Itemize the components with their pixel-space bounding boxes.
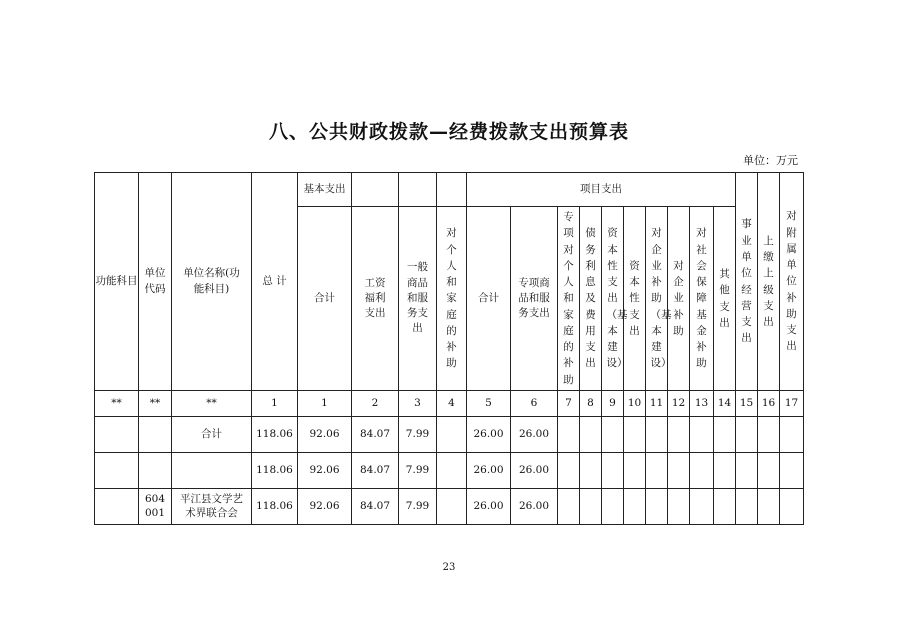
col-affiliated: 对附属单位补助支出	[780, 173, 804, 391]
cell-empty	[780, 453, 804, 489]
index-cell: 3	[399, 391, 437, 417]
cell-goods: 7.99	[399, 489, 437, 525]
col-func-subject: 功能科目	[95, 173, 139, 391]
cell-empty	[758, 489, 780, 525]
index-cell: 11	[646, 391, 668, 417]
cell-code	[139, 453, 172, 489]
cell-wage: 84.07	[352, 453, 399, 489]
col-unit-name: 单位名称(功能科目)	[172, 173, 252, 391]
cell-empty	[624, 489, 646, 525]
col-proj-debt: 债务利息及费用支出	[580, 207, 602, 391]
cell-personal	[437, 489, 467, 525]
col-basic-personal: 对个人和家庭的补助	[437, 207, 467, 391]
cell-empty	[646, 453, 668, 489]
cell-personal	[437, 453, 467, 489]
table-row	[95, 453, 804, 489]
col-upper: 上缴上级支出	[758, 173, 780, 391]
col-proj-goods: 专项商品和服务支出	[511, 207, 558, 391]
cell-empty	[736, 417, 758, 453]
cell-empty	[714, 417, 736, 453]
cell-empty	[580, 453, 602, 489]
index-cell: 13	[690, 391, 714, 417]
cell-empty	[558, 453, 580, 489]
cell-basic-total: 92.06	[298, 489, 352, 525]
col-basic-goods: 一般商品和服务支出	[399, 207, 437, 391]
cell-empty	[558, 417, 580, 453]
cell-empty	[580, 489, 602, 525]
cell-empty	[758, 417, 780, 453]
index-cell: 9	[602, 391, 624, 417]
col-total: 总 计	[252, 173, 298, 391]
cell-func	[95, 453, 139, 489]
cell-empty	[714, 453, 736, 489]
index-cell: **	[139, 391, 172, 417]
cell-proj-goods: 26.00	[511, 453, 558, 489]
index-cell: 14	[714, 391, 736, 417]
cell-empty	[690, 489, 714, 525]
unit-label: 单位：万元	[743, 154, 798, 167]
cell-proj-goods: 26.00	[511, 417, 558, 453]
cell-empty	[668, 489, 690, 525]
index-cell: 1	[252, 391, 298, 417]
cell-empty	[624, 453, 646, 489]
index-row	[95, 391, 804, 417]
col-proj-capital2: 资本性支出	[624, 207, 646, 391]
cell-empty	[736, 489, 758, 525]
col-basic-wage: 工资福利支出	[352, 207, 399, 391]
index-cell: 4	[437, 391, 467, 417]
cell-basic-total: 92.06	[298, 453, 352, 489]
col-blank-2	[399, 173, 437, 207]
cell-empty	[736, 453, 758, 489]
cell-func	[95, 489, 139, 525]
cell-empty	[624, 417, 646, 453]
cell-empty	[780, 417, 804, 453]
cell-empty	[602, 453, 624, 489]
cell-wage: 84.07	[352, 489, 399, 525]
cell-total: 118.06	[252, 417, 298, 453]
cell-basic-total: 92.06	[298, 417, 352, 453]
cell-personal	[437, 417, 467, 453]
col-unit-code: 单位代码	[139, 173, 172, 391]
col-proj-enterprise: 对企业补助	[668, 207, 690, 391]
index-cell: 12	[668, 391, 690, 417]
page-number: 23	[442, 562, 456, 573]
cell-empty	[646, 489, 668, 525]
cell-name: 平江县文学艺术界联合会	[172, 489, 252, 525]
col-project: 项目支出	[467, 173, 736, 207]
cell-goods: 7.99	[399, 453, 437, 489]
cell-proj-total: 26.00	[467, 417, 511, 453]
col-business: 事业单位经营支出	[736, 173, 758, 391]
cell-name: 合计	[172, 417, 252, 453]
cell-empty	[758, 453, 780, 489]
cell-code: 604001	[139, 489, 172, 525]
cell-empty	[780, 489, 804, 525]
col-proj-total: 合计	[467, 207, 511, 391]
cell-empty	[602, 489, 624, 525]
budget-table	[94, 172, 804, 525]
cell-goods: 7.99	[399, 417, 437, 453]
index-cell: 15	[736, 391, 758, 417]
index-cell: 6	[511, 391, 558, 417]
col-blank-3	[437, 173, 467, 207]
cell-name	[172, 453, 252, 489]
page-title: 八、公共财政拨款—经费拨款支出预算表	[268, 121, 629, 143]
index-cell: 16	[758, 391, 780, 417]
col-proj-social: 对社会保障基金补助	[690, 207, 714, 391]
cell-code	[139, 417, 172, 453]
col-proj-enterprise-build: 对企业补助（基本建设）	[646, 207, 668, 391]
cell-wage: 84.07	[352, 417, 399, 453]
cell-total: 118.06	[252, 489, 298, 525]
index-cell: 5	[467, 391, 511, 417]
cell-empty	[668, 417, 690, 453]
cell-empty	[558, 489, 580, 525]
table-row	[95, 489, 804, 525]
col-basic: 基本支出	[298, 173, 352, 207]
index-cell: 8	[580, 391, 602, 417]
table-row	[95, 417, 804, 453]
col-proj-other: 其他支出	[714, 207, 736, 391]
index-cell: 17	[780, 391, 804, 417]
col-proj-capital: 资本性支出（基本建设）	[602, 207, 624, 391]
cell-proj-total: 26.00	[467, 489, 511, 525]
cell-empty	[580, 417, 602, 453]
index-cell: 1	[298, 391, 352, 417]
cell-total: 118.06	[252, 453, 298, 489]
cell-empty	[714, 489, 736, 525]
cell-empty	[668, 453, 690, 489]
cell-func	[95, 417, 139, 453]
cell-empty	[602, 417, 624, 453]
cell-empty	[690, 453, 714, 489]
index-cell: **	[95, 391, 139, 417]
col-basic-total: 合计	[298, 207, 352, 391]
index-cell: 2	[352, 391, 399, 417]
index-cell: **	[172, 391, 252, 417]
col-proj-personal: 专项对个人和家庭的补助	[558, 207, 580, 391]
cell-empty	[690, 417, 714, 453]
index-cell: 10	[624, 391, 646, 417]
index-cell: 7	[558, 391, 580, 417]
col-blank-1	[352, 173, 399, 207]
cell-proj-total: 26.00	[467, 453, 511, 489]
cell-proj-goods: 26.00	[511, 489, 558, 525]
cell-empty	[646, 417, 668, 453]
